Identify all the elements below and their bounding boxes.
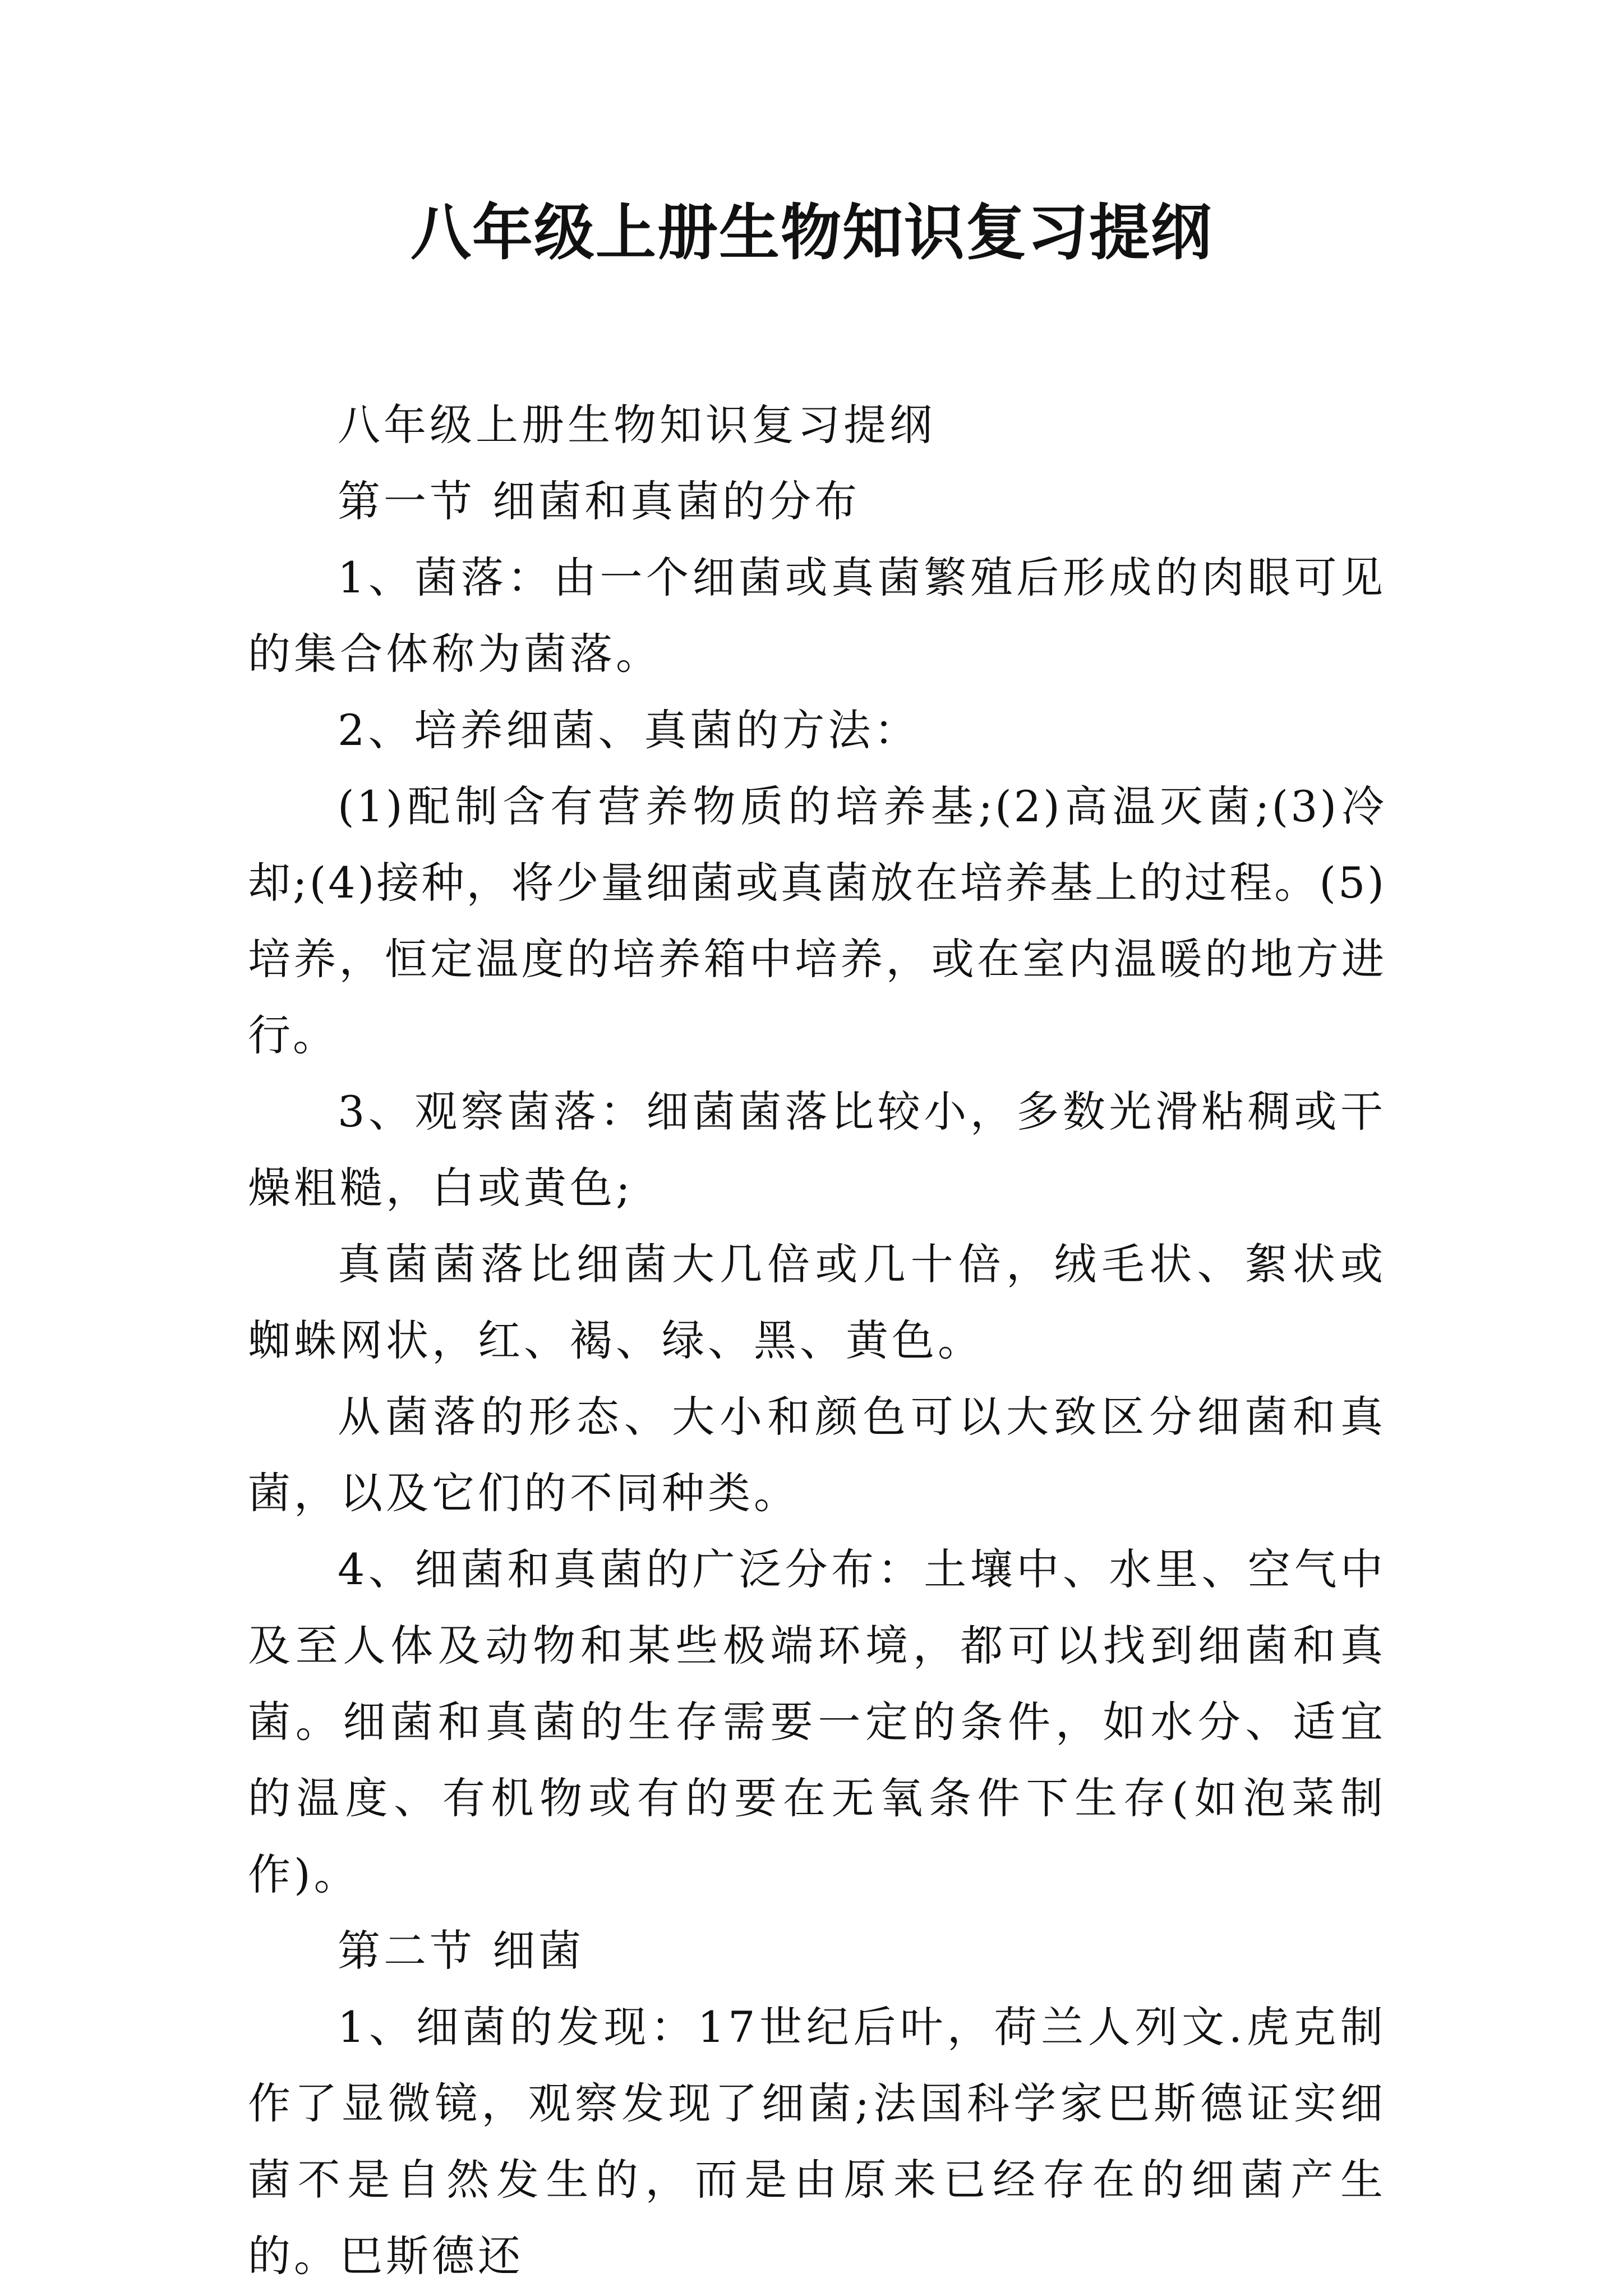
document-body	[248, 387, 1386, 2294]
document-title: 八年级上册生物知识复习提纲	[410, 197, 1212, 268]
paragraph-fungal-colonies: 真菌菌落比细菌大几倍或几十倍，绒毛状、絮状或蜘蛛网状，红、褐、绿、黑、黄色。	[248, 1239, 1386, 1365]
paragraph-culture-steps: (1)配制含有营养物质的培养基;(2)高温灭菌;(3)冷却;(4)接种，将少量细菌或真菌放在培养基上的过程。(5)培养，恒定温度的培养箱中培养，或在室内温暖的地方进行。	[248, 781, 1386, 1060]
paragraph-distribution: 4、细菌和真菌的广泛分布：土壤中、水里、空气中及至人体及动物和某些极端环境，都可以找到细菌和真菌。细菌和真菌的生存需要一定的条件，如水分、适宜的温度、有机物或有的要在无氧条件下生存(如泡菜制作)。	[248, 1544, 1386, 1899]
section-heading-1: 第一节 细菌和真菌的分布	[338, 476, 861, 526]
subtitle-paragraph: 八年级上册生物知识复习提纲	[338, 400, 935, 450]
paragraph-colony-definition: 1、菌落：由一个细菌或真菌繁殖后形成的肉眼可见的集合体称为菌落。	[248, 553, 1386, 679]
paragraph-culture-methods-heading: 2、培养细菌、真菌的方法：	[338, 705, 920, 755]
section-heading-2: 第二节 细菌	[338, 1926, 585, 1976]
paragraph-observe-colonies: 3、观察菌落：细菌菌落比较小，多数光滑粘稠或干燥粗糙，白或黄色;	[248, 1087, 1386, 1213]
paragraph-bacteria-discovery: 1、细菌的发现：17世纪后叶，荷兰人列文.虎克制作了显微镜，观察发现了细菌;法国科学家巴斯德证实细菌不是自然发生的，而是由原来已经存在的细菌产生的。巴斯德还	[248, 2002, 1386, 2281]
paragraph-distinguish-colonies: 从菌落的形态、大小和颜色可以大致区分细菌和真菌，以及它们的不同种类。	[248, 1392, 1386, 1518]
